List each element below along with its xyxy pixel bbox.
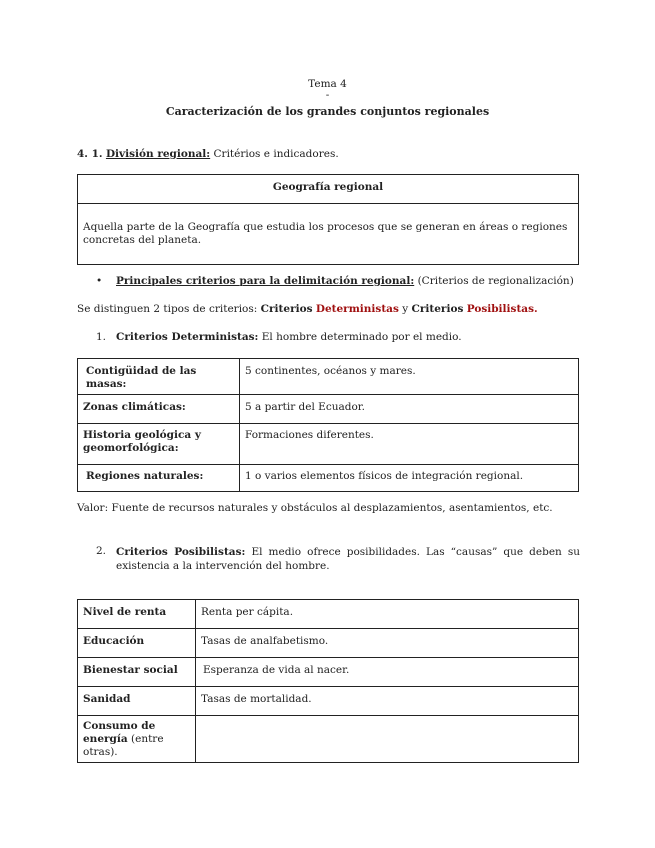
pos-heading-text: Criterios Posibilistas: — [116, 546, 246, 558]
valor-label: Valor: — [77, 502, 109, 514]
det-label: Zonas climáticas: — [78, 395, 240, 424]
valor-line — [77, 502, 553, 514]
pos-label-suffix: (entre otras). — [83, 733, 164, 758]
det-label: Contigüidad de las masas: — [78, 359, 240, 395]
geo-regional-title: Geografía regional — [78, 175, 579, 204]
pos-label: Educación — [78, 629, 196, 658]
det-value: 5 continentes, océanos y mares. — [240, 359, 579, 395]
intro-prefix: Se distinguen 2 tipos de criterios: — [77, 303, 258, 315]
criteria-intro — [77, 303, 538, 315]
det-number: 1. — [96, 331, 107, 343]
section-heading — [77, 148, 339, 160]
pos-label: Nivel de renta — [78, 600, 196, 629]
pos-value — [196, 716, 579, 763]
geo-regional-table — [77, 174, 579, 265]
table-row — [78, 424, 579, 465]
table-row — [78, 658, 579, 687]
deterministas-table — [77, 358, 579, 492]
table-row — [78, 629, 579, 658]
table-row — [78, 687, 579, 716]
table-row — [78, 600, 579, 629]
table-row — [78, 465, 579, 492]
pos-label: Sanidad — [78, 687, 196, 716]
tema-dash: - — [325, 89, 330, 101]
tema-label: Tema 4 — [308, 78, 347, 90]
pos-number: 2. — [96, 545, 107, 557]
section-subtitle: Critérios e indicadores. — [213, 148, 339, 160]
pos-value: Renta per cápita. — [196, 600, 579, 629]
posibilistas-table — [77, 599, 579, 763]
table-row — [78, 716, 579, 763]
section-title: División regional: — [105, 148, 211, 160]
det-value: 5 a partir del Ecuador. — [240, 395, 579, 424]
det-value: Formaciones diferentes. — [240, 424, 579, 465]
det-heading-desc: El hombre determinado por el medio. — [261, 331, 462, 343]
pos-value: Esperanza de vida al nacer. — [196, 658, 579, 687]
geo-regional-definition: Aquella parte de la Geografía que estudia los procesos que se generan en áreas o regiones concretas del planeta. — [78, 204, 579, 265]
pos-value: Tasas de analfabetismo. — [196, 629, 579, 658]
det-heading-text: Criterios Deterministas: — [116, 331, 259, 343]
pos-heading — [116, 545, 580, 573]
table-row — [78, 359, 579, 395]
section-number: 4. 1. — [77, 148, 103, 160]
det-label: Regiones naturales: — [78, 465, 240, 492]
bullet-symbol: • — [96, 275, 103, 287]
pos-label: Consumo de energía — [83, 720, 156, 745]
criteria-heading — [116, 275, 574, 287]
criteria-note: (Criterios de regionalización) — [417, 275, 574, 287]
pos-heading-desc: El medio ofrece posibilidades. Las “causas” que deben su existencia a la intervención del hombre. — [116, 546, 580, 572]
det-label: Historia geológica y geomorfológica: — [78, 424, 240, 465]
det-heading — [116, 331, 462, 343]
table-row — [78, 395, 579, 424]
page-title: Caracterización de los grandes conjuntos regionales — [165, 105, 490, 118]
pos-label: Bienestar social — [78, 658, 196, 687]
intro-deterministas: Deterministas — [315, 303, 399, 315]
intro-c2: Criterios — [411, 303, 464, 315]
intro-posibilistas: Posibilistas. — [466, 303, 538, 315]
criteria-heading-text: Principales criterios para la delimitación regional: — [116, 275, 415, 287]
pos-value: Tasas de mortalidad. — [196, 687, 579, 716]
det-value: 1 o varios elementos físicos de integración regional. — [240, 465, 579, 492]
valor-text: Fuente de recursos naturales y obstáculos al desplazamientos, asentamientos, etc. — [111, 502, 553, 514]
intro-and: y — [402, 303, 409, 315]
intro-c1: Criterios — [260, 303, 313, 315]
pos-label-cell — [78, 716, 196, 763]
